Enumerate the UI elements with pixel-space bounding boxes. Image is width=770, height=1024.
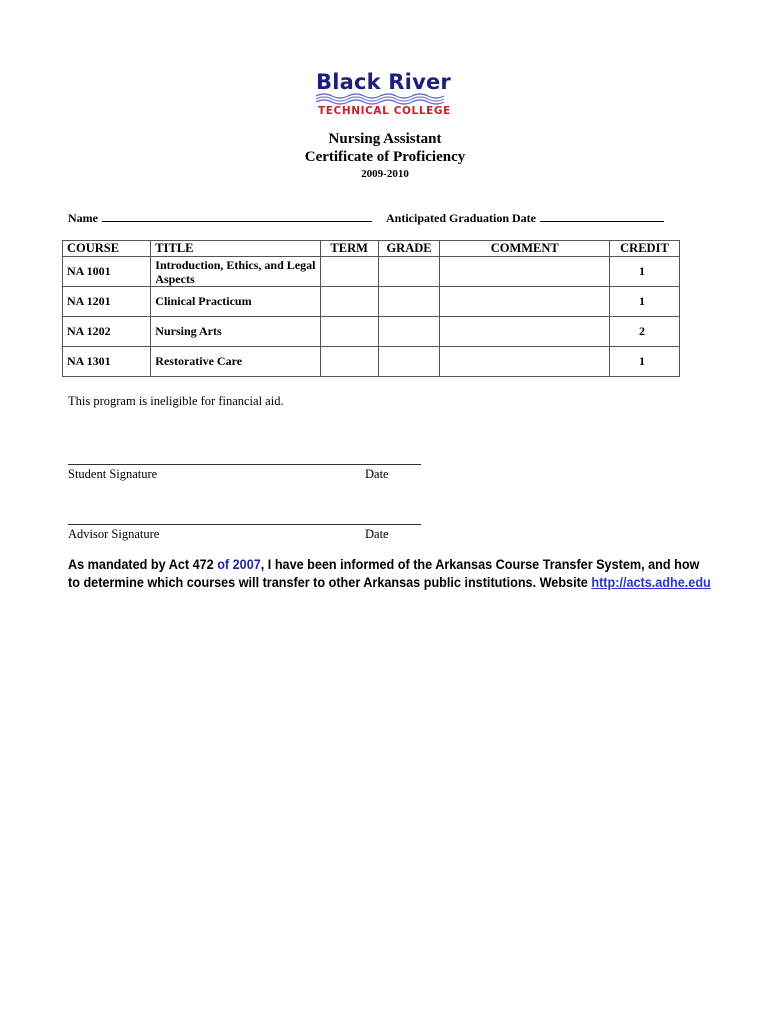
course-title: Restorative Care <box>151 347 320 377</box>
table-row <box>63 347 680 377</box>
financial-aid-note: This program is ineligible for financial aid. <box>68 394 284 408</box>
student-signature-line[interactable] <box>68 464 421 465</box>
name-label: Name <box>68 211 98 225</box>
header-grade: GRADE <box>378 241 440 257</box>
course-table <box>62 240 680 377</box>
logo-waves-icon <box>314 92 450 106</box>
comment-cell[interactable] <box>440 257 609 287</box>
table-row <box>63 287 680 317</box>
graduation-date-field[interactable] <box>386 210 664 226</box>
name-blank-line[interactable] <box>102 210 372 222</box>
certificate-title-line1: Nursing Assistant <box>328 131 442 147</box>
table-row <box>63 317 680 347</box>
student-signature-label: Student Signature <box>68 467 158 481</box>
term-cell[interactable] <box>320 317 378 347</box>
term-cell[interactable] <box>320 347 378 377</box>
mandate-text-year: of 2007 <box>217 557 261 572</box>
comment-cell[interactable] <box>440 317 609 347</box>
course-code: NA 1001 <box>63 257 151 287</box>
academic-years: 2009-2010 <box>361 168 409 180</box>
course-code: NA 1301 <box>63 347 151 377</box>
advisor-date-label: Date <box>365 527 389 541</box>
course-credit: 2 <box>609 317 679 347</box>
course-credit: 1 <box>609 257 679 287</box>
comment-cell[interactable] <box>440 287 609 317</box>
term-cell[interactable] <box>320 287 378 317</box>
grade-cell[interactable] <box>378 317 440 347</box>
table-row <box>63 257 680 287</box>
header-credit: CREDIT <box>609 241 679 257</box>
graduation-date-blank-line[interactable] <box>540 210 664 222</box>
logo-brand-text: Black River <box>316 70 451 94</box>
mandate-text-part1: As mandated by Act 472 <box>68 557 218 572</box>
college-logo <box>312 70 452 122</box>
student-date-label: Date <box>365 467 389 481</box>
mandate-text-part3: , I have been informed of the Arkansas Course Transfer System, and how <box>260 557 700 572</box>
course-code: NA 1201 <box>63 287 151 317</box>
act-472-statement <box>68 556 711 592</box>
course-credit: 1 <box>609 347 679 377</box>
logo-subtitle-text: TECHNICAL COLLEGE <box>318 105 451 117</box>
course-code: NA 1202 <box>63 317 151 347</box>
course-title: Nursing Arts <box>151 317 320 347</box>
mandate-text-line2: to determine which courses will transfer to other Arkansas public institutions. Website <box>68 575 592 590</box>
header-comment: COMMENT <box>440 241 609 257</box>
graduation-date-label: Anticipated Graduation Date <box>386 211 536 225</box>
term-cell[interactable] <box>320 257 378 287</box>
grade-cell[interactable] <box>378 347 440 377</box>
advisor-signature-label: Advisor Signature <box>68 527 160 541</box>
name-field[interactable] <box>68 210 372 226</box>
certificate-title-line2: Certificate of Proficiency <box>304 149 466 165</box>
course-title: Clinical Practicum <box>151 287 320 317</box>
advisor-signature-line[interactable] <box>68 524 421 525</box>
grade-cell[interactable] <box>378 287 440 317</box>
header-title: TITLE <box>151 241 320 257</box>
course-title: Introduction, Ethics, and Legal Aspects <box>151 257 320 287</box>
table-header-row <box>63 241 680 257</box>
header-term: TERM <box>320 241 378 257</box>
grade-cell[interactable] <box>378 257 440 287</box>
acts-website-link[interactable]: http://acts.adhe.edu <box>591 575 711 590</box>
comment-cell[interactable] <box>440 347 609 377</box>
course-credit: 1 <box>609 287 679 317</box>
header-course: COURSE <box>63 241 151 257</box>
